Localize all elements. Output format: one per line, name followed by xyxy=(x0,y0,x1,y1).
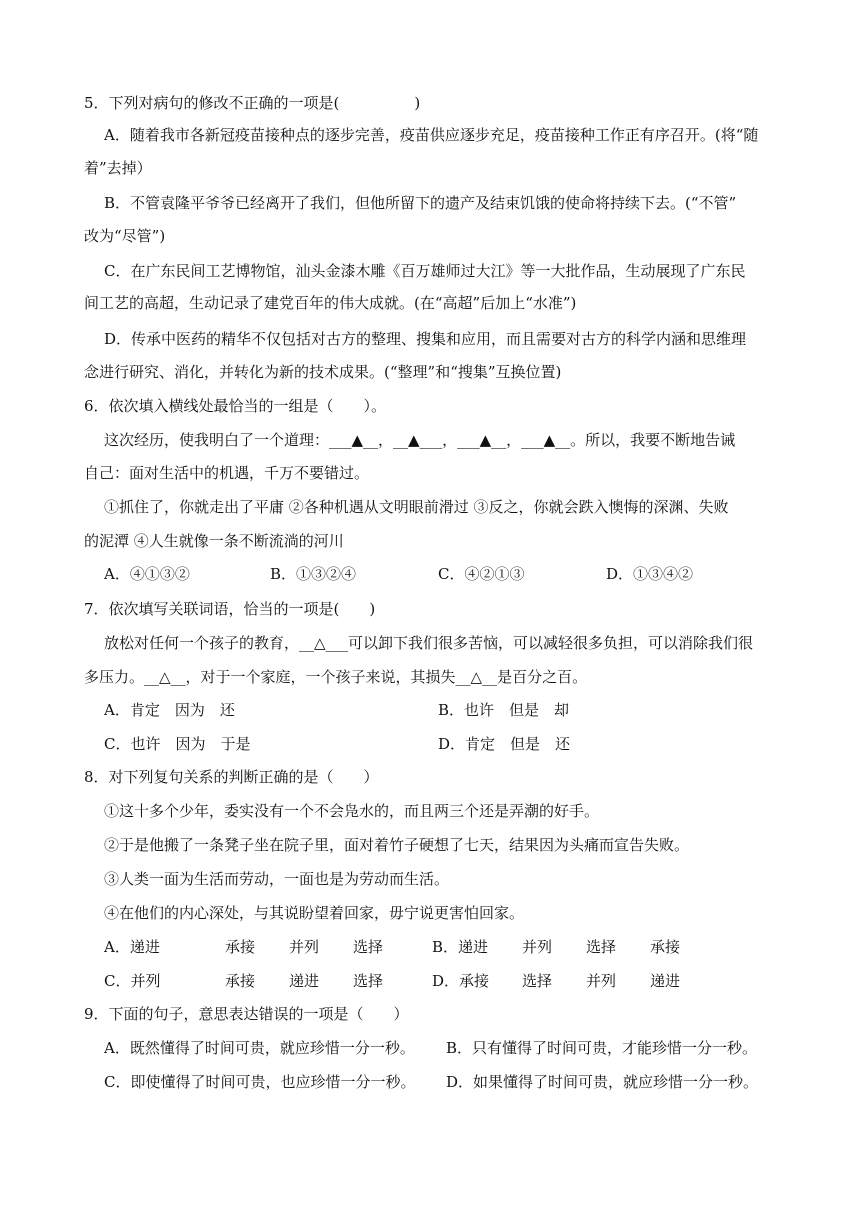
q8-option-b-label: B．递进 xyxy=(432,938,489,956)
q8-sentence-2: ②于是他搬了一条凳子坐在院子里，面对着竹子硬想了七天，结果因为头痛而宣告失败。 xyxy=(104,836,690,854)
q8-option-a-2: 承接 xyxy=(225,938,256,956)
q6-items-line1: ①抓住了，你就走出了平庸 ②各种机遇从文明眼前滑过 ③反之，你就会跌入懊悔的深渊、失败 xyxy=(104,498,729,516)
q9-stem: 9．下面的句子，意思表达错误的一项是（ ） xyxy=(84,1005,409,1023)
q9-option-c: C．即使懂得了时间可贵，也应珍惜一分一秒。 xyxy=(104,1073,416,1091)
q8-option-b-2: 并列 xyxy=(522,938,553,956)
q7-option-a: A．肯定 因为 还 xyxy=(104,701,235,719)
q8-option-c-4: 选择 xyxy=(353,972,384,990)
q5-option-c-line1: C．在广东民间工艺博物馆，汕头金漆木雕《百万雄师过大江》等一大批作品，生动展现了广东民 xyxy=(104,262,746,280)
q9-option-d: D．如果懂得了时间可贵，就应珍惜一分一秒。 xyxy=(446,1073,759,1091)
q5-option-c-line2: 间工艺的高超，生动记录了建党百年的伟大成就。(在“高超”后加上“水准”) xyxy=(84,294,577,312)
q8-option-b-4: 承接 xyxy=(650,938,681,956)
q8-option-b-3: 选择 xyxy=(586,938,617,956)
q8-option-a-3: 并列 xyxy=(289,938,320,956)
q6-stem: 6．依次填入横线处最恰当的一组是（ ）。 xyxy=(84,397,387,415)
q7-option-b: B．也许 但是 却 xyxy=(438,701,570,719)
q7-stem: 7．依次填写关联词语，恰当的一项是( ) xyxy=(84,600,376,618)
q8-option-c-3: 递进 xyxy=(289,972,320,990)
q8-option-c-label: C．并列 xyxy=(104,972,161,990)
q7-option-d: D．肯定 但是 还 xyxy=(438,735,571,753)
q7-passage-line1: 放松对任何一个孩子的教育，__△___可以卸下我们很多苦恼，可以减轻很多负担，可以消除我们很 xyxy=(104,634,754,652)
q7-option-c: C．也许 因为 于是 xyxy=(104,735,251,753)
q8-option-d-4: 递进 xyxy=(650,972,681,990)
q6-passage-line2: 自己：面对生活中的机遇，千万不要错过。 xyxy=(84,464,370,482)
q6-option-b: B．①③②④ xyxy=(270,565,357,583)
q6-option-a: A．④①③② xyxy=(104,565,190,583)
q8-option-d-3: 并列 xyxy=(586,972,617,990)
q9-option-a: A．既然懂得了时间可贵，就应珍惜一分一秒。 xyxy=(104,1039,415,1057)
q6-option-d: D．①③④② xyxy=(606,565,694,583)
q5-stem: 5．下列对病句的修改不正确的一项是( ) xyxy=(84,94,421,112)
q5-option-a-line2: 着”去掉） xyxy=(84,159,152,177)
q8-sentence-1: ①这十多个少年，委实没有一个不会凫水的，而且两三个还是弄潮的好手。 xyxy=(104,802,600,820)
q6-items-line2: 的泥潭 ④人生就像一条不断流淌的河川 xyxy=(84,532,344,550)
q8-option-c-2: 承接 xyxy=(225,972,256,990)
q6-passage-line1: 这次经历，使我明白了一个道理：___▲__，__▲___，___▲__，___▲__。所以，我要不断地告诫 xyxy=(104,431,736,449)
q8-option-d-label: D．承接 xyxy=(432,972,490,990)
q6-option-c: C．④②①③ xyxy=(438,565,525,583)
q5-option-d-line1: D．传承中医药的精华不仅包括对古方的整理、搜集和应用，而且需要对古方的科学内涵和思维理 xyxy=(104,330,747,348)
q8-sentence-3: ③人类一面为生活而劳动，一面也是为劳动而生活。 xyxy=(104,870,450,888)
q9-option-b: B．只有懂得了时间可贵，才能珍惜一分一秒。 xyxy=(446,1039,758,1057)
q8-option-d-2: 选择 xyxy=(522,972,553,990)
q5-option-b-line2: 改为“尽管”) xyxy=(84,227,166,245)
q8-sentence-4: ④在他们的内心深处，与其说盼望着回家，毋宁说更害怕回家。 xyxy=(104,904,525,922)
q8-option-a-label: A．递进 xyxy=(104,938,160,956)
q5-option-d-line2: 念进行研究、消化，并转化为新的技术成果。(“整理”和“搜集”互换位置) xyxy=(84,363,562,381)
q7-passage-line2: 多压力。__△__，对于一个家庭，一个孩子来说，其损失__△__是百分之百。 xyxy=(84,668,588,686)
q8-stem: 8．对下列复句关系的判断正确的是（ ） xyxy=(84,768,379,786)
q8-option-a-4: 选择 xyxy=(353,938,384,956)
q5-option-a-line1: A．随着我市各新冠疫苗接种点的逐步完善，疫苗供应逐步充足，疫苗接种工作正有序召开。(将“随 xyxy=(104,126,759,144)
q5-option-b-line1: B．不管袁隆平爷爷已经离开了我们，但他所留下的遗产及结束饥饿的使命将持续下去。(“不管” xyxy=(104,194,737,212)
